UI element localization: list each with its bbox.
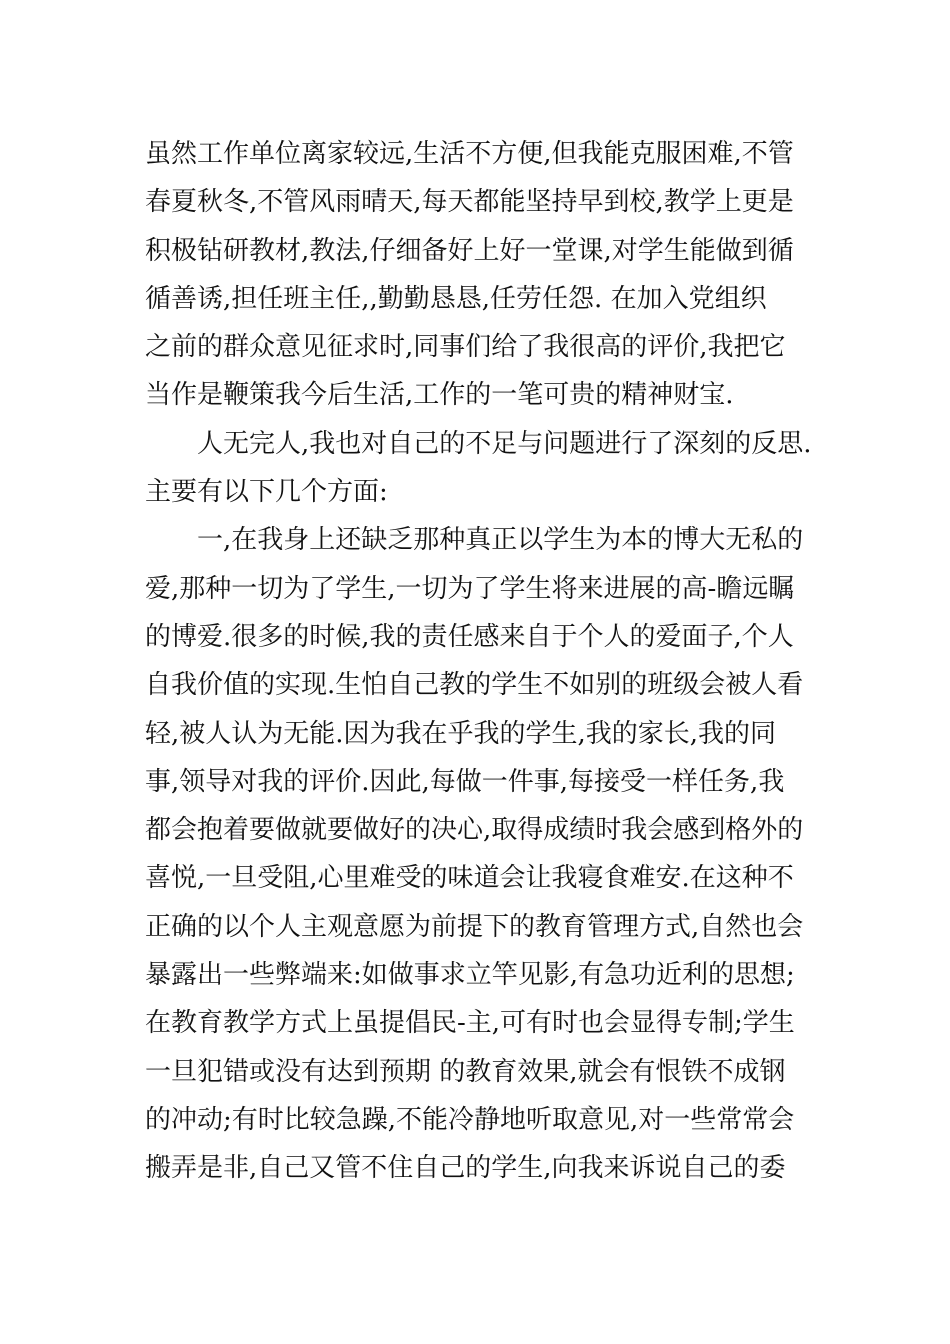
text-line: 在教育教学方式上虽提倡民-主,可有时也会显得专制;学生: [145, 1008, 795, 1039]
text-line: 循善诱,担任班主任,,勤勤恳恳,任劳任怨. 在加入党组织: [145, 283, 767, 314]
text-line: 爱,那种一切为了学生,一切为了学生将来进展的高-瞻远瞩: [145, 573, 795, 604]
text-line: 主要有以下几个方面:: [145, 477, 388, 508]
text-line: 喜悦,一旦受阻,心里难受的味道会让我寝食难安.在这种不: [145, 863, 794, 894]
text-line: 轻,被人认为无能.因为我在乎我的学生,我的家长,我的同: [145, 718, 777, 749]
text-line: 之前的群众意见征求时,同事们给了我很高的评价,我把它: [145, 332, 786, 363]
text-line: 虽然工作单位离家较远,生活不方便,但我能克服困难,不管: [145, 139, 794, 169]
text-line: 都会抱着要做就要做好的决心,取得成绩时我会感到格外的: [145, 815, 804, 846]
text-line: 的冲动;有时比较急躁,不能冷静地听取意见,对一些常常会: [145, 1104, 795, 1135]
paragraph-start-line: 一,在我身上还缺乏那种真正以学生为本的博大无私的: [197, 525, 804, 556]
text-line: 搬弄是非,自己又管不住自己的学生,向我来诉说自己的委: [145, 1153, 786, 1184]
text-line: 积极钻研教材,教法,仔细备好上好一堂课,对学生能做到循: [145, 235, 794, 266]
text-line: 的博爱.很多的时候,我的责任感来自于个人的爱面子,个人: [145, 621, 794, 652]
text-line: 一旦犯错或没有达到预期 的教育效果,就会有恨铁不成钢: [145, 1056, 786, 1087]
text-line: 事,领导对我的评价.因此,每做一件事,每接受一样任务,我: [145, 766, 785, 797]
body-text: [145, 130, 825, 1193]
text-line: 暴露出一些弊端来:如做事求立竿见影,有急功近利的思想;: [145, 960, 795, 991]
paragraph-start-line: 人无完人,我也对自己的不足与问题进行了深刻的反思.: [197, 428, 812, 459]
text-line: 春夏秋冬,不管风雨晴天,每天都能坚持早到校,教学上更是: [145, 187, 794, 218]
text-line: 当作是鞭策我今后生活,工作的一笔可贵的精神财宝.: [145, 380, 734, 411]
text-line: 正确的以个人主观意愿为前提下的教育管理方式,自然也会: [145, 911, 804, 942]
text-line: 自我价值的实现.生怕自己教的学生不如别的班级会被人看: [145, 670, 804, 701]
